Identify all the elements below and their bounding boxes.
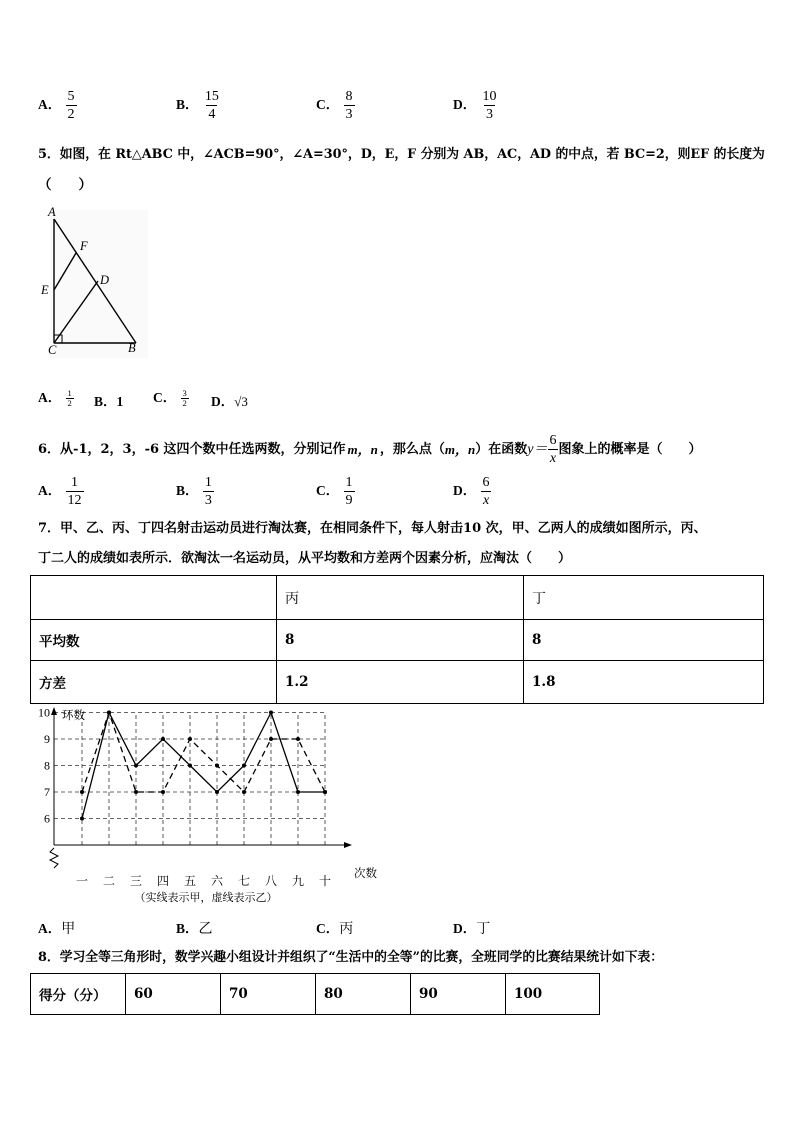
x-tick-label: 八 [264, 874, 278, 888]
q4-option-b[interactable] [176, 88, 221, 123]
fraction-denominator: 4 [208, 107, 216, 122]
fraction-denominator: 2 [182, 398, 187, 408]
y-tick-label: 9 [44, 732, 50, 746]
series-line-dashed [82, 713, 325, 793]
table-row [31, 576, 764, 620]
q4-option-a[interactable] [38, 88, 77, 123]
x-tick-label: 四 [156, 874, 170, 888]
y-tick-label: 8 [44, 758, 50, 773]
option-letter: A． [38, 483, 62, 498]
fraction-numerator: 8 [345, 89, 353, 104]
fraction-numerator: 1 [67, 388, 72, 398]
option-letter: B． [94, 394, 117, 409]
table-cell [31, 576, 277, 620]
option-letter: A． [38, 97, 62, 112]
vertex-label-b: B [128, 341, 136, 355]
table-cell: 8 [524, 620, 764, 661]
triangle-diagram [38, 205, 150, 360]
fraction-denominator: 2 [67, 398, 72, 408]
option-letter: D． [211, 394, 235, 409]
fraction-denominator: 9 [345, 493, 353, 508]
fraction-numerator: 6 [482, 475, 490, 490]
data-point [242, 790, 246, 794]
y-tick-label: 10 [38, 705, 50, 720]
x-tick-label: 三 [129, 874, 143, 888]
q6-function-fraction [547, 432, 558, 467]
data-point [161, 790, 165, 794]
q7-stem-line2: 丁二人的成绩如表所示．欲淘汰一名运动员，从平均数和方差两个因素分析，应淘汰（ ） [38, 551, 572, 566]
option-letter: B． [176, 483, 199, 498]
table-cell: 8 [277, 620, 524, 661]
data-point [269, 737, 273, 741]
q7-table [30, 575, 764, 704]
table-header-cell: 丁 [524, 576, 764, 620]
data-point [161, 737, 165, 741]
x-tick-label: 二 [102, 874, 116, 888]
option-letter: D． [453, 97, 477, 112]
vertex-label-d: D [100, 273, 110, 287]
x-tick-label: 一 [75, 874, 89, 888]
option-value: √3 [234, 394, 248, 409]
q8-table [30, 973, 600, 1015]
x-tick-label: 七 [237, 874, 251, 888]
data-point [215, 790, 219, 794]
fraction-denominator: 12 [67, 493, 82, 508]
fraction-denominator: x [482, 493, 490, 508]
triangle-figure [38, 205, 150, 360]
table-cell: 80 [316, 974, 411, 1015]
y-tick-label: 6 [44, 811, 50, 826]
table-cell: 得分（分） [31, 974, 126, 1015]
fraction-numerator: 1 [345, 475, 353, 490]
table-cell: 1.8 [524, 661, 764, 704]
chart-caption: （实线表示甲，虚线表示乙） [134, 891, 278, 904]
table-header-cell: 丙 [277, 576, 524, 620]
q4-option-c[interactable] [316, 88, 355, 123]
data-point [296, 737, 300, 741]
data-point [188, 737, 192, 741]
line-chart [30, 705, 382, 913]
fraction-denominator: 3 [486, 107, 494, 122]
y-axis-arrow [51, 707, 57, 715]
option-value: 甲 [61, 921, 76, 937]
data-point [242, 764, 246, 768]
q6-point: m，n [444, 441, 476, 457]
x-tick-label: 五 [183, 874, 197, 888]
table-cell: 70 [221, 974, 316, 1015]
q6-stem [38, 432, 702, 467]
table-row [31, 661, 764, 704]
y-axis-title: 环数 [62, 708, 85, 722]
data-point [80, 817, 84, 821]
q7-stem-line1: 7．甲、乙、丙、丁四名射击运动员进行淘汰赛，在相同条件下，每人射击10 次，甲、乙两人的成绩如图所示，丙、 [38, 521, 707, 536]
option-letter: C． [316, 921, 340, 936]
data-point [269, 711, 273, 715]
q6-y-eq: y＝ [527, 441, 548, 457]
fraction-denominator: 3 [345, 107, 353, 122]
data-point [215, 764, 219, 768]
q5-stem: 5．如图，在 Rt△ABC 中，∠ACB=90°，∠A=30°，D，E，F 分别为 AB，AC，AD 的中点，若 BC=2，则EF 的长度为 [38, 147, 765, 162]
option-value: 乙 [198, 921, 213, 937]
q5-blank: （ ） [38, 177, 92, 193]
table-cell: 方差 [31, 661, 277, 704]
y-tick-label: 7 [44, 785, 50, 799]
q8-stem: 8．学习全等三角形时，数学兴趣小组设计并组织了“生活中的全等”的比赛，全班同学的比赛结果统计如下表： [38, 950, 664, 965]
option-letter: C． [316, 483, 340, 498]
q5-option-a[interactable] [38, 386, 74, 408]
option-letter: A． [38, 921, 62, 936]
table-cell: 100 [506, 974, 600, 1015]
option-letter: B． [176, 921, 199, 936]
data-point [107, 711, 111, 715]
q7-option-b[interactable] [176, 917, 213, 938]
vertex-label-f: F [80, 239, 88, 253]
q6-middle: ，那么点（ [379, 441, 445, 457]
x-tick-label: 六 [210, 874, 224, 888]
data-point [80, 790, 84, 794]
data-point [323, 790, 327, 794]
q5-option-d[interactable] [211, 390, 248, 410]
q6-option-b[interactable] [176, 474, 214, 509]
fraction-denominator: 3 [204, 493, 212, 508]
option-value: 1 [116, 394, 124, 409]
fraction-denominator: 2 [67, 107, 75, 122]
q5-option-c[interactable] [153, 386, 189, 408]
q7-option-c[interactable] [316, 917, 353, 938]
table-row [31, 974, 600, 1015]
option-letter: D． [453, 921, 477, 936]
fraction-numerator: 3 [182, 388, 187, 398]
fraction-denominator: x [549, 451, 557, 466]
fraction-numerator: 6 [549, 433, 557, 448]
option-letter: A． [38, 390, 62, 405]
data-point [188, 764, 192, 768]
data-point [134, 790, 138, 794]
x-tick-label: 九 [291, 874, 305, 888]
table-cell: 平均数 [31, 620, 277, 661]
q7-option-a[interactable] [38, 917, 75, 938]
fraction-numerator: 10 [482, 89, 497, 104]
x-tick-label: 十 [318, 874, 332, 888]
option-letter: D． [453, 483, 477, 498]
table-row [31, 620, 764, 661]
vertex-label-e: E [41, 283, 49, 297]
vertex-label-c: C [48, 343, 57, 357]
shooting-chart [30, 705, 382, 913]
table-cell: 1.2 [277, 661, 524, 704]
x-axis-arrow [344, 842, 352, 848]
x-axis-title: 次数 [354, 866, 377, 880]
q4-option-d[interactable] [453, 88, 499, 123]
fraction-numerator: 1 [204, 475, 212, 490]
fraction-numerator: 15 [204, 89, 219, 104]
option-letter: B． [176, 97, 199, 112]
q6-after-point: ）在函数 [475, 441, 528, 457]
data-point [134, 764, 138, 768]
axis-break [50, 848, 58, 868]
vertex-label-a: A [48, 205, 56, 219]
fraction-numerator: 1 [71, 475, 79, 490]
table-cell: 90 [411, 974, 506, 1015]
q6-prefix: 6．从-1，2，3，-6 这四个数中任选两数，分别记作 [38, 441, 346, 457]
option-letter: C． [153, 390, 177, 405]
fraction-numerator: 5 [67, 89, 75, 104]
q7-option-d[interactable] [453, 917, 490, 938]
option-value: 丁 [476, 921, 491, 937]
q6-suffix: 图象上的概率是（ ） [558, 441, 702, 457]
data-point [296, 790, 300, 794]
option-letter: C． [316, 97, 340, 112]
q5-option-b[interactable] [94, 390, 123, 410]
option-value: 丙 [339, 921, 354, 937]
q6-option-a[interactable] [38, 474, 84, 509]
q6-option-c[interactable] [316, 474, 355, 509]
table-cell: 60 [126, 974, 221, 1015]
q6-option-d[interactable] [453, 474, 492, 509]
q6-variables: m，n [347, 441, 378, 457]
